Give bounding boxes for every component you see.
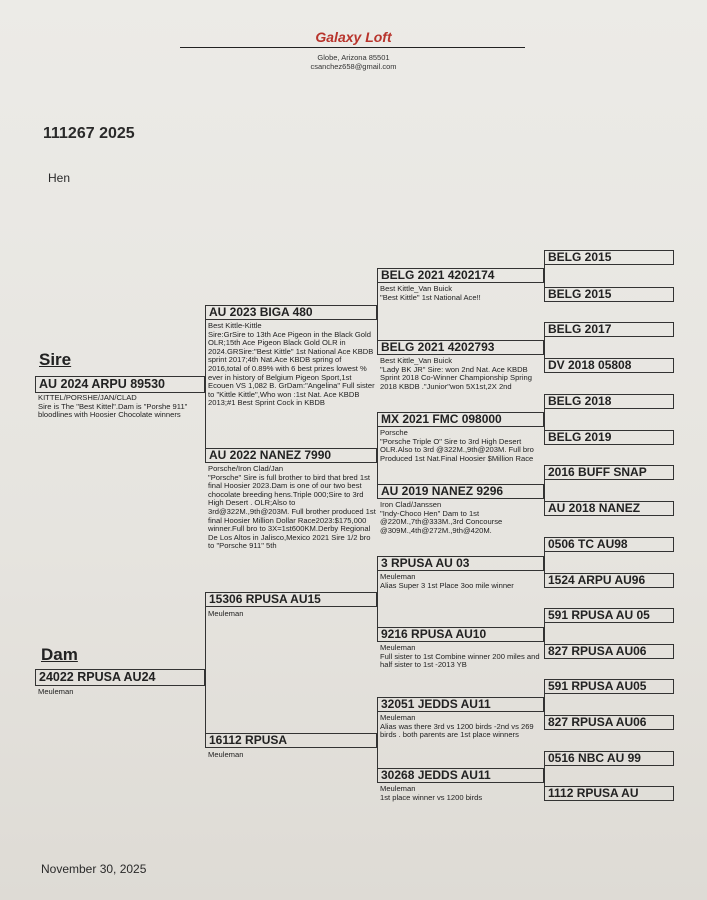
ssd-ring-box: BELG 2021 4202793 xyxy=(377,340,544,355)
dsss-box: 0506 TC AU98 xyxy=(544,537,674,552)
dam-sire-ring-box: 15306 RPUSA AU15 xyxy=(205,592,377,607)
sire-dam-ring-box: AU 2022 NANEZ 7990 xyxy=(205,448,377,463)
connector-ds-parents xyxy=(377,564,378,635)
dds-ring-box: 32051 JEDDS AU11 xyxy=(377,697,544,712)
dds-notes: Meuleman Alias was there 3rd vs 1200 birds -2nd vs 269 birds . both parents are 1st place winners xyxy=(380,714,534,740)
dssd-box: 1524 ARPU AU96 xyxy=(544,573,674,588)
sire-ring-box: AU 2024 ARPU 89530 xyxy=(35,376,205,393)
sssd-box: BELG 2015 xyxy=(544,287,674,302)
dam-dam-notes: Meuleman xyxy=(208,751,244,759)
ssss-box: BELG 2015 xyxy=(544,250,674,265)
dam-ring-box: 24022 RPUSA AU24 xyxy=(35,669,205,686)
sire-notes: KITTEL/PORSHE/JAN/CLAD Sire is The "Best Kittel".Dam is "Porshe 911" bloodlines with Hoosier Chocolate winners xyxy=(38,394,188,420)
ssdd-box: DV 2018 05808 xyxy=(544,358,674,373)
loft-name: Galaxy Loft xyxy=(315,29,392,45)
connector-g4-5 xyxy=(544,545,545,581)
dss-notes: Meuleman Alias Super 3 1st Place 3oo mile winner xyxy=(380,573,514,590)
dsds-box: 591 RPUSA AU 05 xyxy=(544,608,674,623)
connector-g4-2 xyxy=(544,330,545,366)
sdss-box: BELG 2018 xyxy=(544,394,674,409)
dam-dam-ring-box: 16112 RPUSA xyxy=(205,733,377,748)
dam-sire-notes: Meuleman xyxy=(208,610,244,618)
dsd-ring-box: 9216 RPUSA AU10 xyxy=(377,627,544,642)
sdd-ring-box: AU 2019 NANEZ 9296 xyxy=(377,484,544,499)
sdd-notes: Iron Clad/Janssen "Indy-Choco Hen" Dam to 1st @220M.,7th@333M.,3rd Concourse @309M.,4th@272M.,9th@420M. xyxy=(380,501,503,535)
connector-dam-parents xyxy=(205,600,206,741)
sddd-box: AU 2018 NANEZ xyxy=(544,501,674,516)
ddss-box: 591 RPUSA AU05 xyxy=(544,679,674,694)
sire-sire-notes: Best Kittle-Kittle Sire:GrSire to 13th Ace Pigeon in the Black Gold OLR;15th Ace Pigeon Black Gold OLR in 2024.GRSire:"Best Kittle" 1st National Ace KBDB sprint 2017;4th Nat.Ace KBDB spring of 2016,total of 0.89% with 6 best prizes lowest % ever in history of Belgium Pigeon Sport,1st Ecouen VS 1,082 B. GrDam:"Angelina" Full sister to "Kittle Kittle",Who won :1st Nat. Ace KBDB 2013;#1 Best Sprint Cock in KBDB xyxy=(208,322,375,408)
sdsd-box: BELG 2019 xyxy=(544,430,674,445)
sire-dam-notes: Porsche/Iron Clad/Jan "Porsche" Sire is full brother to bird that bred 1st final Hoosier 2023.Dam is one of our two best chocolate breeding hens.Triple 000;Sire to 3rd High Desert . OLR;Also to 3rd@322M.,9th@203M. Full brother produced 1st final Hoosier Million Dollar Race2023:$175,000 winner.Full bro to 3X=1st600KM.Derby Regional De Los Altos in Jalisco,Mexico 2021 Sire 1/2 bro to "Porsche 911" 5th xyxy=(208,465,376,551)
bird-ring-number: 111267 2025 xyxy=(43,125,135,142)
ddd-notes: Meuleman 1st place winner vs 1200 birds xyxy=(380,785,483,802)
sss-notes: Best Kittle_Van Buick "Best Kittle" 1st National Ace!! xyxy=(380,285,481,302)
loft-email: csanchez658@gmail.com xyxy=(310,62,397,71)
connector-dd-parents xyxy=(377,705,378,776)
ssd-notes: Best Kittle_Van Buick "Lady BK JR" Sire: won 2nd Nat. Ace KBDB Sprint 2018 Co-Winner Championship Spring 2018 KBDB ."Junior"won 5X1st,2X 2nd xyxy=(380,357,532,391)
ddd-ring-box: 30268 JEDDS AU11 xyxy=(377,768,544,783)
connector-sire-parents xyxy=(205,313,206,456)
connector-g4-3 xyxy=(544,402,545,438)
bird-sex: Hen xyxy=(48,171,71,185)
ssds-box: BELG 2017 xyxy=(544,322,674,337)
dam-notes: Meuleman xyxy=(38,688,74,696)
header-rule xyxy=(180,47,525,48)
connector-g4-1 xyxy=(544,258,545,295)
dss-ring-box: 3 RPUSA AU 03 xyxy=(377,556,544,571)
sire-heading: Sire xyxy=(39,350,72,369)
loft-contact xyxy=(0,53,707,71)
connector-sd-parents xyxy=(377,420,378,492)
sdds-box: 2016 BUFF SNAP xyxy=(544,465,674,480)
dddd-box: 1112 RPUSA AU xyxy=(544,786,674,801)
connector-g4-4 xyxy=(544,473,545,509)
dam-heading: Dam xyxy=(41,645,78,664)
sss-ring-box: BELG 2021 4202174 xyxy=(377,268,544,283)
ddds-box: 0516 NBC AU 99 xyxy=(544,751,674,766)
connector-g4-6 xyxy=(544,616,545,652)
ddsd-box: 827 RPUSA AU06 xyxy=(544,715,674,730)
dsd-notes: Meuleman Full sister to 1st Combine winner 200 miles and half sister to 1st -2013 YB xyxy=(380,644,540,670)
loft-address: Globe, Arizona 85501 xyxy=(317,53,390,62)
sds-notes: Porsche "Porsche Triple O" Sire to 3rd High Desert OLR.Also to 3rd @322M.,9th@203M. Full bro Produced 1st Nat.Final Hoosier $Million Race xyxy=(380,429,534,463)
sds-ring-box: MX 2021 FMC 098000 xyxy=(377,412,544,427)
connector-g4-7 xyxy=(544,687,545,723)
connector-ss-parents xyxy=(377,276,378,348)
footer-date: November 30, 2025 xyxy=(41,862,147,876)
sire-sire-ring-box: AU 2023 BIGA 480 xyxy=(205,305,377,320)
dsdd-box: 827 RPUSA AU06 xyxy=(544,644,674,659)
connector-g4-8 xyxy=(544,759,545,794)
